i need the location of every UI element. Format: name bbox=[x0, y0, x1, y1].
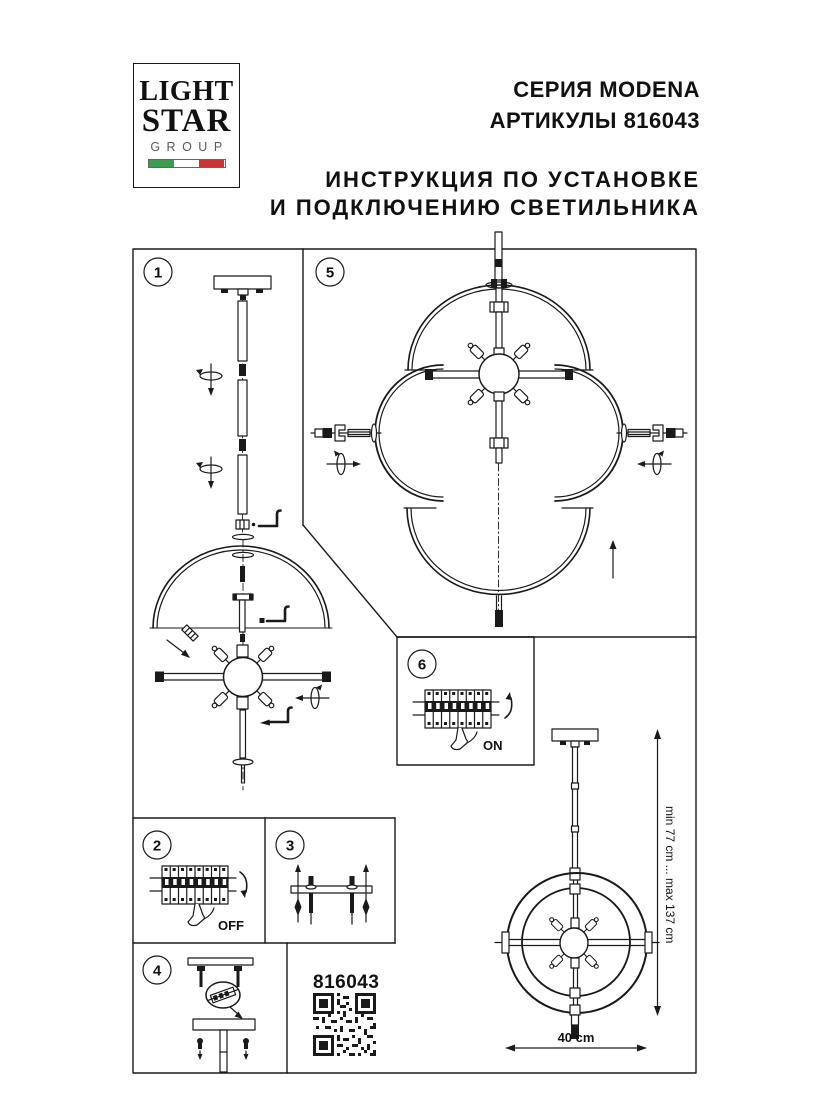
rod-segment bbox=[238, 380, 247, 436]
side-screw-assembly bbox=[617, 424, 687, 442]
candle-bulb bbox=[466, 385, 488, 407]
magnifier-detail bbox=[206, 982, 240, 1008]
grub-screw bbox=[182, 625, 198, 641]
step-4-ceiling-fixing bbox=[188, 958, 255, 1072]
bracket-bolt bbox=[306, 876, 316, 924]
assembled-fixture bbox=[495, 729, 677, 1052]
logo-word-group: GROUP bbox=[150, 140, 229, 154]
candle-bulb bbox=[548, 916, 567, 935]
step-1-rod-assembly bbox=[150, 276, 332, 790]
canopy bbox=[193, 1019, 255, 1030]
qr-code bbox=[313, 993, 376, 1056]
insert-arrow-icon bbox=[167, 640, 190, 658]
fixing-screw bbox=[234, 966, 242, 987]
instruction-line-2: И ПОДКЛЮЧЕНИЮ СВЕТИЛЬНИКА bbox=[269, 195, 700, 220]
candle-bulb bbox=[582, 952, 601, 971]
side-arm bbox=[155, 672, 224, 683]
half-ring bbox=[375, 365, 443, 501]
pointer-arrow-icon bbox=[230, 1007, 243, 1019]
step-6-number: 6 bbox=[417, 656, 427, 674]
instruction-line-1: ИНСТРУКЦИЯ ПО УСТАНОВКЕ bbox=[325, 167, 700, 192]
hex-key-icon bbox=[259, 511, 281, 527]
rod-segment bbox=[238, 301, 247, 361]
anchor-plug bbox=[197, 1038, 203, 1060]
step-5-number: 5 bbox=[325, 264, 335, 282]
article-code: 816043 bbox=[313, 972, 380, 993]
circuit-breaker bbox=[150, 866, 236, 926]
anchor-plug bbox=[243, 1038, 249, 1060]
rotate-arrow-icon bbox=[295, 685, 329, 709]
rotate-arrow-icon bbox=[196, 364, 222, 396]
diameter-dimension-label: 40 cm bbox=[557, 1030, 595, 1045]
bracket-bar bbox=[291, 886, 372, 893]
side-arm bbox=[262, 672, 331, 683]
candle-bulb bbox=[548, 952, 567, 971]
article-title: АРТИКУЛЫ 816043 bbox=[489, 108, 700, 133]
article-block bbox=[313, 972, 379, 1056]
curved-arrow-icon bbox=[505, 692, 512, 718]
hex-key-icon bbox=[260, 708, 292, 726]
switch-on-label: ON bbox=[483, 738, 503, 753]
fixing-screw bbox=[197, 966, 205, 987]
suspension-rod bbox=[573, 747, 578, 872]
ceiling-bar bbox=[188, 958, 253, 965]
step-3-number: 3 bbox=[285, 837, 295, 855]
series-title: СЕРИЯ MODENA bbox=[513, 77, 700, 102]
rod-segment bbox=[238, 455, 247, 514]
logo-word-light: LIGHT bbox=[139, 76, 234, 107]
step-1-number: 1 bbox=[153, 264, 163, 282]
step-6-power-on bbox=[413, 690, 512, 753]
dimension-line-horizontal bbox=[505, 1030, 647, 1052]
ceiling-plate bbox=[552, 729, 598, 741]
ceiling-canopy bbox=[214, 276, 271, 289]
step-5-sphere-assembly bbox=[311, 232, 687, 627]
step-4-number: 4 bbox=[152, 962, 162, 980]
side-screw-assembly bbox=[311, 424, 381, 442]
candle-bulb bbox=[254, 644, 276, 666]
curved-arrow-icon bbox=[240, 872, 247, 898]
rotate-arrow-icon bbox=[327, 451, 361, 475]
dimension-line-vertical bbox=[654, 729, 677, 1016]
candle-bulb bbox=[582, 916, 601, 935]
step-2-power-off bbox=[150, 866, 247, 933]
sputnik-hub bbox=[560, 928, 588, 958]
up-arrow-icon bbox=[610, 540, 617, 578]
candle-bulb bbox=[510, 341, 532, 363]
height-dimension-label: min 77 cm ... max 137 cm bbox=[663, 806, 677, 944]
rotate-arrow-icon bbox=[196, 457, 222, 489]
switch-off-label: OFF bbox=[218, 918, 244, 933]
bracket-bolt bbox=[347, 876, 357, 924]
candle-bulb bbox=[210, 688, 232, 710]
logo-word-star: STAR bbox=[141, 103, 232, 139]
candle-bulb bbox=[210, 644, 232, 666]
half-ring bbox=[555, 365, 623, 501]
candle-bulb bbox=[466, 341, 488, 363]
step-3-mounting-bracket bbox=[291, 864, 372, 924]
step-2-number: 2 bbox=[152, 837, 162, 855]
hex-key-icon bbox=[260, 607, 289, 624]
rotate-arrow-icon bbox=[637, 451, 671, 475]
candle-bulb bbox=[510, 385, 532, 407]
candle-bulb bbox=[254, 688, 276, 710]
